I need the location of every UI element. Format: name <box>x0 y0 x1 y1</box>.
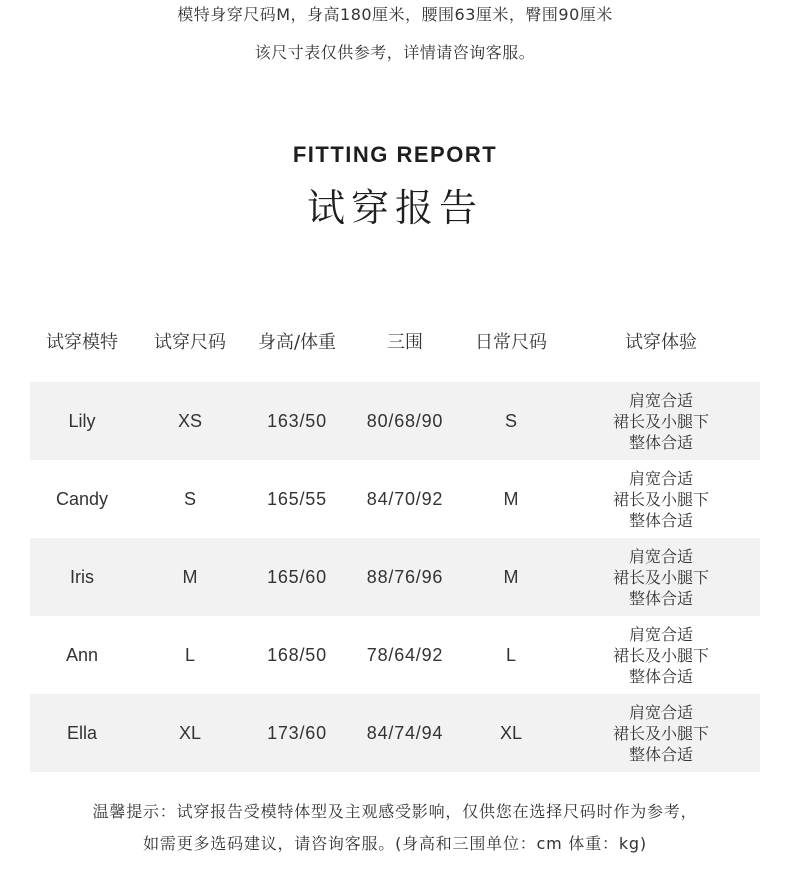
header-daily-size: 日常尺码 <box>475 332 547 353</box>
experience-line: 整体合适 <box>628 510 693 530</box>
experience-line: 肩宽合适 <box>628 390 693 410</box>
footer-note-line-2: 如需更多选码建议，请咨询客服。(身高和三围单位：cm 体重：kg) <box>143 834 647 853</box>
cell-measurements: 88/76/96 <box>366 567 444 587</box>
cell-measurements: 84/70/92 <box>366 489 444 509</box>
experience-line: 肩宽合适 <box>628 624 693 644</box>
header-size: 试穿尺码 <box>154 332 226 353</box>
header-experience: 试穿体验 <box>625 332 697 353</box>
cell-daily-size: XL <box>499 723 523 743</box>
experience-line: 肩宽合适 <box>628 546 693 566</box>
fitting-table-body <box>30 382 760 772</box>
cell-measurements: 80/68/90 <box>366 411 444 431</box>
cell-experience <box>570 382 752 460</box>
experience-line: 整体合适 <box>628 744 693 764</box>
cell-model: Ella <box>66 723 97 743</box>
cell-size: S <box>183 489 196 509</box>
cell-size: M <box>182 567 198 587</box>
cell-height-weight: 165/60 <box>267 567 327 587</box>
cell-experience <box>570 694 752 772</box>
experience-line: 整体合适 <box>628 666 693 686</box>
cell-size: XS <box>177 411 202 431</box>
cell-size: XL <box>178 723 202 743</box>
cell-experience <box>570 460 752 538</box>
footer-note-line-1: 温馨提示：试穿报告受模特体型及主观感受影响，仅供您在选择尺码时作为参考， <box>92 802 698 821</box>
experience-line: 裙长及小腿下 <box>612 723 709 743</box>
table-row <box>30 616 760 694</box>
cell-model: Lily <box>68 411 96 431</box>
experience-line: 裙长及小腿下 <box>612 567 709 587</box>
table-row <box>30 538 760 616</box>
table-header <box>30 328 760 358</box>
cell-measurements: 84/74/94 <box>366 723 444 743</box>
header-measurements: 三围 <box>387 332 423 353</box>
experience-line: 肩宽合适 <box>628 468 693 488</box>
experience-line: 裙长及小腿下 <box>612 489 709 509</box>
cell-daily-size: S <box>504 411 517 431</box>
cell-height-weight: 163/50 <box>267 411 327 431</box>
cell-experience <box>570 616 752 694</box>
experience-line: 肩宽合适 <box>628 702 693 722</box>
cell-model: Iris <box>70 567 94 587</box>
cell-height-weight: 165/55 <box>267 489 327 509</box>
table-row <box>30 694 760 772</box>
experience-line: 裙长及小腿下 <box>612 645 709 665</box>
cell-height-weight: 168/50 <box>267 645 327 665</box>
report-title-en: FITTING REPORT <box>292 142 498 167</box>
cell-measurements: 78/64/92 <box>366 645 444 665</box>
cell-daily-size: M <box>503 567 519 587</box>
model-note-line-2: 该尺寸表仅供参考，详情请咨询客服。 <box>254 43 536 62</box>
cell-experience <box>570 538 752 616</box>
cell-model: Candy <box>55 489 109 509</box>
experience-line: 整体合适 <box>628 432 693 452</box>
table-row <box>30 382 760 460</box>
experience-line: 整体合适 <box>628 588 693 608</box>
experience-line: 裙长及小腿下 <box>612 411 709 431</box>
cell-daily-size: L <box>505 645 516 665</box>
cell-daily-size: M <box>503 489 519 509</box>
cell-model: Ann <box>65 645 99 665</box>
report-title-cn: 试穿报告 <box>306 186 483 230</box>
header-height-weight: 身高/体重 <box>257 332 337 353</box>
header-model: 试穿模特 <box>46 332 118 353</box>
model-note-line-1: 模特身穿尺码M，身高180厘米，腰围63厘米，臀围90厘米 <box>177 5 613 24</box>
cell-size: L <box>184 645 195 665</box>
table-row <box>30 460 760 538</box>
cell-height-weight: 173/60 <box>267 723 327 743</box>
